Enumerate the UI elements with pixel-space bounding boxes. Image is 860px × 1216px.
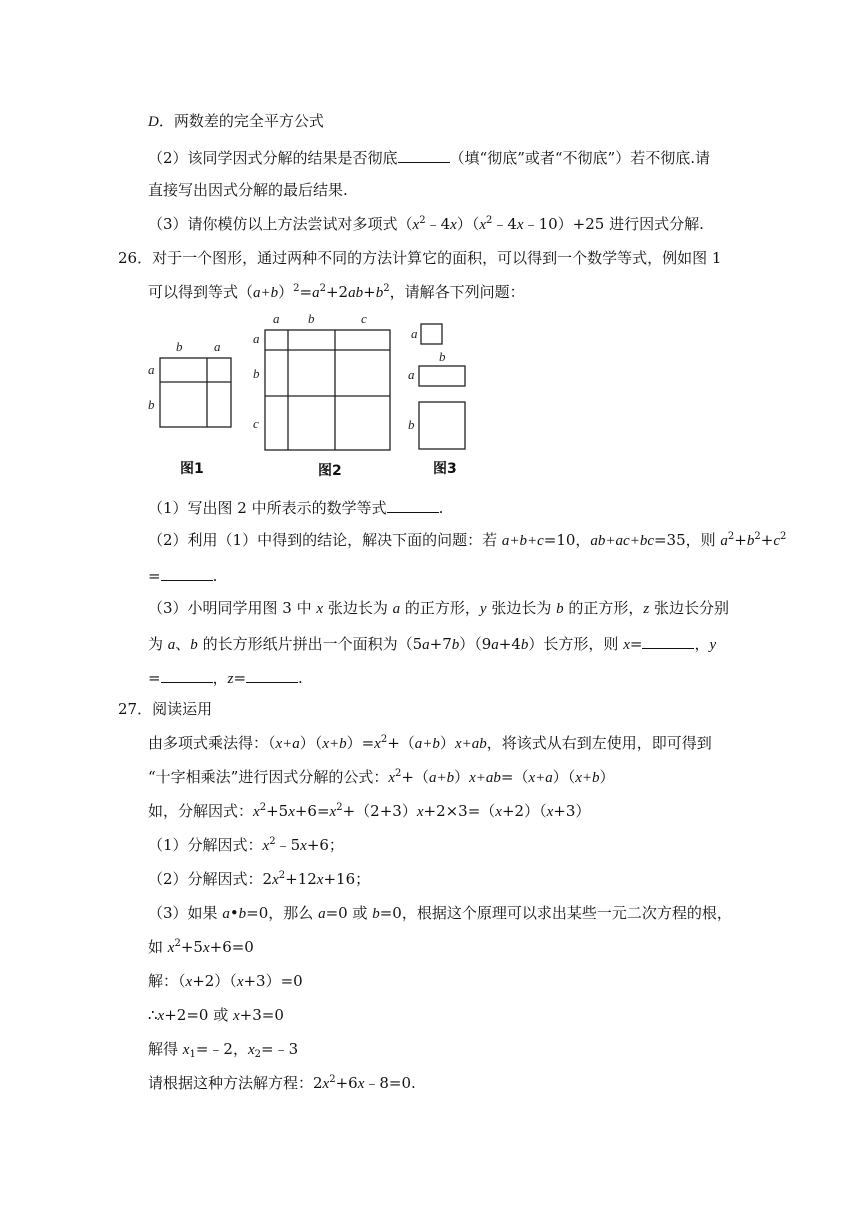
var: x — [412, 217, 420, 233]
text: ） — [599, 768, 615, 786]
var: b — [190, 637, 198, 653]
text: 如 — [148, 938, 168, 956]
text: ） — [439, 734, 455, 752]
exp: 2 — [319, 283, 326, 294]
text: = — [629, 635, 643, 653]
text: • — [229, 904, 239, 922]
figure-1 — [160, 358, 231, 427]
text: =10， — [543, 531, 591, 549]
text: +5 — [180, 938, 203, 956]
text: +3） — [553, 802, 591, 820]
q26-part3-line2 — [148, 632, 716, 655]
text: = — [148, 567, 161, 585]
fig3-label-b-top: b — [439, 349, 446, 364]
text: = — [299, 283, 313, 301]
q25-option-d — [148, 111, 324, 132]
text: . — [438, 499, 444, 517]
var: x — [623, 637, 630, 653]
q26-part3-line1 — [148, 598, 729, 619]
q27-task: 请根据这种方法解方程：$2x^2+6x﹣8=0$. — [148, 1074, 416, 1092]
text: 由多项式乘法得：（ — [148, 734, 276, 752]
fig2-label-a-side: a — [253, 331, 260, 346]
text: 对于一个图形，通过两种不同的方法计算它的面积，可以得到一个数学等式，例如图 1 — [152, 249, 722, 267]
option-letter: D — [148, 114, 159, 130]
text: =﹣3 — [261, 1040, 299, 1058]
fig1-label-b: b — [176, 339, 183, 354]
fig3-label-a: a — [411, 326, 418, 341]
text: +16； — [323, 870, 371, 888]
text: ）（ — [456, 215, 480, 233]
answer-blank-z[interactable] — [246, 666, 298, 683]
var: b — [556, 601, 564, 617]
fig3-caption: 图3 — [433, 461, 457, 477]
text: “十字相乘法”进行因式分解的公式： — [148, 768, 389, 786]
fig2-label-b: b — [308, 311, 315, 326]
text: ﹣8=0. — [364, 1074, 416, 1092]
text: ，将该式从右到左使用，即可得到 — [486, 734, 712, 752]
text: （填“彻底”或者“不彻底”）若不彻底.请 — [449, 149, 710, 167]
var: z — [227, 671, 234, 687]
q27-solution-3: 解得 $x_1=﹣2$，$x_2=﹣3$ — [148, 1040, 299, 1060]
var: b — [520, 637, 529, 653]
text: +6； — [306, 836, 344, 854]
q25-part3 — [148, 214, 704, 235]
text: +12 — [285, 870, 317, 888]
text: （2）分解因式：2 — [148, 870, 273, 888]
q26-part3-line3 — [148, 666, 303, 689]
var: b — [451, 637, 460, 653]
answer-blank-y[interactable] — [161, 666, 213, 683]
var: b — [746, 533, 755, 549]
text: 张边长为 — [323, 599, 393, 617]
q25-part2-line2 — [148, 180, 348, 200]
q27-part3-line2: 如 $x^2+5x+6=0$ — [148, 938, 254, 956]
text: =0，那么 — [246, 904, 319, 922]
text: ﹣10）+25 进行因式分解. — [523, 215, 704, 233]
exp: 2 — [486, 215, 493, 226]
fig1-label-b-side: b — [148, 397, 155, 412]
fig2-caption: 图2 — [318, 463, 342, 479]
text: +3）=0 — [243, 972, 303, 990]
text: +3=0 — [239, 1006, 284, 1024]
figure-2 — [265, 330, 390, 450]
var: z — [643, 601, 650, 617]
text: . — [298, 669, 303, 687]
q26-part1 — [148, 496, 443, 518]
fig1-label-a-side: a — [148, 362, 155, 377]
var: a — [167, 637, 176, 653]
text: +2）（ — [501, 802, 547, 820]
q26-part2-line1: （2）利用（1）中得到的结论，解决下面的问题：若 a+b+c=10，ab+ac+bc=35，则 $a^2+b^2+c^2$ — [148, 531, 787, 549]
text: ﹣4 — [425, 215, 451, 233]
text: =35，则 — [653, 531, 721, 549]
text: ）（ — [299, 734, 323, 752]
text: ）（9 — [459, 635, 492, 653]
var: a — [491, 637, 499, 653]
text: +（ — [387, 734, 415, 752]
q26-figures — [140, 308, 480, 483]
fig2-label-c-side: c — [253, 416, 259, 431]
text: +6 — [335, 1074, 358, 1092]
text: 、 — [175, 635, 191, 653]
text: ） — [278, 283, 294, 301]
text: ， — [212, 669, 228, 687]
q27-part2: （2）分解因式：$2x^2+12x+16$； — [148, 870, 371, 888]
text: （2）利用（1）中得到的结论，解决下面的问题：若 — [148, 531, 502, 549]
text: （1）分解因式： — [148, 836, 263, 854]
q26-part2-line2 — [148, 564, 217, 586]
var: y — [709, 637, 717, 653]
text: 请根据这种方法解方程：2 — [148, 1074, 323, 1092]
text: （3）小明同学用图 3 中 — [148, 599, 317, 617]
var: x — [479, 217, 486, 233]
fig3-label-a-side: a — [408, 367, 415, 382]
answer-blank[interactable] — [398, 146, 450, 163]
text: ）（ — [552, 768, 576, 786]
q27-line1: 由多项式乘法得：$(x+a)(x+b)=x^2+(a+b)x+ab$，将该式从右到左使用，即可得到 — [148, 734, 712, 752]
text: 如，分解因式： — [148, 802, 254, 820]
fig3-label-b-side: b — [408, 417, 415, 432]
text: 阅读运用 — [152, 700, 213, 718]
text: ﹣4 — [492, 215, 517, 233]
q26-intro-line2 — [148, 282, 525, 303]
text: + — [363, 283, 376, 301]
text: +（ — [401, 768, 429, 786]
expr: ab — [348, 285, 364, 301]
text: +7 — [429, 635, 452, 653]
text: 的正方形， — [400, 599, 480, 617]
text: . — [212, 567, 218, 585]
expr: a+b+c — [501, 533, 544, 549]
answer-blank-x[interactable] — [642, 632, 694, 649]
figure-3 — [419, 324, 465, 449]
var: a — [720, 533, 728, 549]
q27-solution-1: 解：（x+2）（x+3）=0 — [148, 972, 303, 990]
q27-solution-2: ∴x+2=0 或 x+3=0 — [148, 1006, 284, 1024]
text: +2）（ — [192, 972, 237, 990]
text: 的正方形， — [563, 599, 644, 617]
fig2-label-a: a — [273, 311, 280, 326]
var: x — [516, 217, 524, 233]
text: +2=0 或 — [164, 1006, 233, 1024]
answer-blank[interactable] — [387, 496, 439, 513]
text: ）长方形，则 — [528, 635, 624, 653]
expr: a+b — [253, 285, 279, 301]
var: x — [316, 601, 324, 617]
text: 张边长分别 — [649, 599, 730, 617]
fig1-caption: 图1 — [180, 461, 204, 477]
text: =0，根据这个原理可以求出某些一元二次方程的根， — [379, 904, 732, 922]
text: = — [148, 669, 161, 687]
fig1-label-a: a — [214, 339, 221, 354]
text: 解得 — [148, 1040, 183, 1058]
var: y — [479, 601, 487, 617]
text: （1）写出图 2 中所表示的数学等式 — [148, 499, 387, 517]
var: a — [392, 601, 401, 617]
q27-title — [118, 699, 212, 719]
text: =（ — [500, 768, 529, 786]
var: b — [375, 285, 384, 301]
fig2-label-c: c — [361, 311, 367, 326]
option-text: ．两数差的完全平方公式 — [158, 112, 324, 130]
text: 可以得到等式（ — [148, 283, 254, 301]
text: +4 — [498, 635, 521, 653]
text: ∴ — [148, 1006, 158, 1024]
text: （3）请你模仿以上方法尝试对多项式（ — [148, 215, 413, 233]
fig2-label-b-side: b — [253, 366, 260, 381]
q27-part1: （1）分解因式：$x^2﹣5x+6$； — [148, 836, 344, 854]
question-number: 27． — [118, 700, 153, 718]
text: = — [233, 669, 247, 687]
text: 直接写出因式分解的最后结果. — [148, 181, 348, 199]
text: ）= — [346, 734, 375, 752]
var: a — [422, 637, 430, 653]
text: ） — [454, 768, 470, 786]
var: c — [773, 533, 780, 549]
text: ， — [694, 635, 710, 653]
exp: 2 — [383, 283, 390, 294]
var: a — [312, 285, 320, 301]
exp: 2 — [293, 283, 300, 294]
text: 的长方形纸片拼出一个面积为（5 — [197, 635, 423, 653]
answer-blank[interactable] — [161, 564, 213, 581]
text: （2）该同学因式分解的结果是否彻底 — [148, 149, 398, 167]
text: 解：（ — [148, 972, 186, 990]
text: 为 — [148, 635, 168, 653]
text: 张边长为 — [486, 599, 557, 617]
text: +6= — [294, 802, 330, 820]
expr: ab+ac+bc — [590, 533, 654, 549]
q26-intro-line1 — [118, 248, 721, 268]
text: +2×3=（ — [423, 802, 496, 820]
exp: 2 — [419, 215, 426, 226]
text: ，请解各下列问题： — [389, 283, 525, 301]
text: =﹣2， — [195, 1040, 248, 1058]
question-number: 26． — [118, 249, 153, 267]
q27-example: 如，分解因式：$x^2+5x+6=x^2+(2+3)x+2\times 3=(x+2)(x+3)$ — [148, 802, 591, 820]
text: ﹣5 — [275, 836, 301, 854]
q25-part2-line1 — [148, 146, 710, 168]
q27-part3-line1: （3）如果 a•b=0，那么 a=0 或 b=0，根据这个原理可以求出某些一元二次方程的根， — [148, 904, 732, 922]
text: +（2+3） — [342, 802, 417, 820]
text: +5 — [266, 802, 289, 820]
q27-line2: “十字相乘法”进行因式分解的公式：$x^2+(a+b)x+ab=(x+a)(x+b)$ — [148, 768, 615, 786]
text: （3）如果 — [148, 904, 223, 922]
text: =0 或 — [325, 904, 373, 922]
text: +2 — [325, 283, 349, 301]
text: +6=0 — [209, 938, 254, 956]
var: x — [450, 217, 457, 233]
